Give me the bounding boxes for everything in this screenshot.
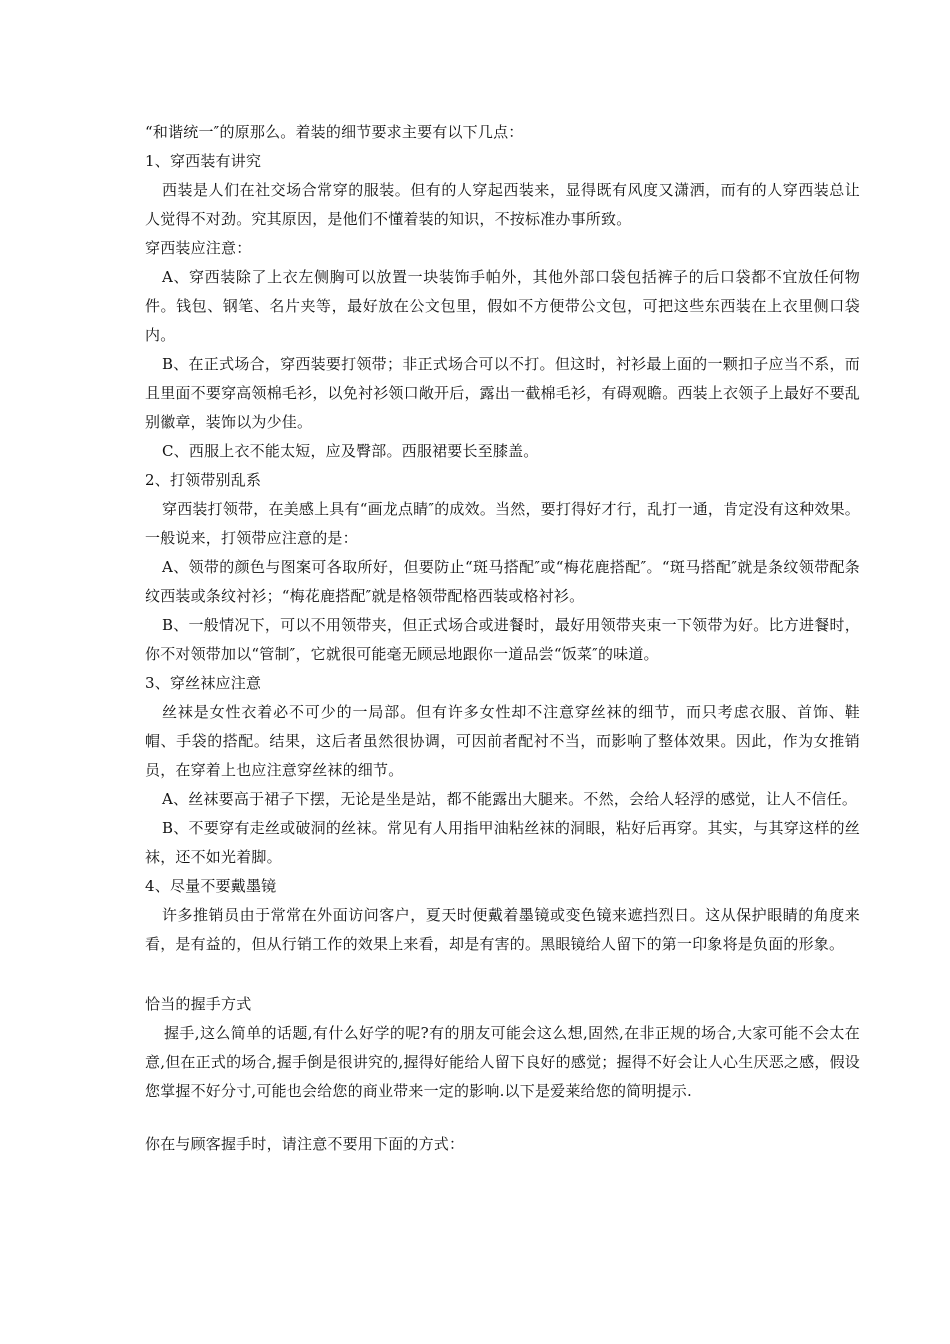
paragraph-suit-c: C、西服上衣不能太短，应及臀部。西服裙要长至膝盖。 — [162, 442, 539, 460]
paragraph-stockings-intro: 丝袜是女性衣着必不可少的一局部。但有许多女性却不注意穿丝袜的细节，而只考虑衣服、首饰、鞋帽、手袋的搭配。结果，这后者虽然很协调，可因前者配衬不当，而影响了整体效果。因此，作为女推销员，在穿着上也应注意穿丝袜的细节。 — [145, 703, 860, 779]
paragraph-tie-b: B、一般情况下，可以不用领带夹，但正式场合或进餐时，最好用领带夹束一下领带为好。比方进餐时，你不对领带加以“管制″，它就很可能毫无顾忌地跟你一道品尝“饭菜″的味道。 — [145, 616, 860, 663]
intro-sentence: “和谐统一″的原那么。着装的细节要求主要有以下几点： — [145, 123, 524, 141]
blank-line — [145, 1106, 860, 1130]
paragraph-suit-b: B、在正式场合，穿西装要打领带；非正式场合可以不打。但这时，衬衫最上面的一颗扣子应当不系，而且里面不要穿高领棉毛衫，以免衬衫领口敞开后，露出一截棉毛衫，有碍观瞻。西装上衣领子上最好不要乱别徽章，装饰以为少佳。 — [145, 355, 860, 431]
section-heading-suit: 1、穿西装有讲究 — [145, 152, 262, 170]
handshake-heading: 恰当的握手方式 — [145, 995, 252, 1013]
paragraph-sunglasses: 许多推销员由于常常在外面访问客户，夏天时便戴着墨镜或变色镜来遮挡烈日。这从保护眼睛的角度来看，是有益的，但从行销工作的效果上来看，却是有害的。黑眼镜给人留下的第一印象将是负面的形象。 — [145, 906, 860, 953]
handshake-note: 你在与顾客握手时，请注意不要用下面的方式： — [145, 1135, 465, 1153]
paragraph-stockings-b: B、不要穿有走丝或破洞的丝袜。常见有人用指甲油粘丝袜的洞眼，粘好后再穿。其实，与其穿这样的丝袜，还不如光着脚。 — [145, 819, 860, 866]
paragraph-suit-intro: 西装是人们在社交场合常穿的服装。但有的人穿起西装来，显得既有风度又潇洒，而有的人穿西装总让人觉得不对劲。究其原因，是他们不懂着装的知识，不按标准办事所致。 — [145, 181, 860, 228]
paragraph-tie-a: A、领带的颜色与图案可各取所好，但要防止“斑马搭配″或“梅花鹿搭配″。“斑马搭配″就是条纹领带配条纹西装或条纹衬衫；“梅花鹿搭配″就是格领带配格西装或格衬衫。 — [145, 558, 860, 605]
section-heading-sunglasses: 4、尽量不要戴墨镜 — [145, 877, 277, 895]
document-body — [145, 118, 860, 1159]
paragraph-suit-a: A、穿西装除了上衣左侧胸可以放置一块装饰手帕外，其他外部口袋包括裤子的后口袋都不宜放任何物件。钱包、钢笔、名片夹等，最好放在公文包里，假如不方便带公文包，可把这些东西装在上衣里侧口袋内。 — [145, 268, 860, 344]
section-heading-tie: 2、打领带别乱系 — [145, 471, 262, 489]
suit-notes-heading: 穿西装应注意： — [145, 239, 252, 257]
section-heading-stockings: 3、穿丝袜应注意 — [145, 674, 262, 692]
paragraph-tie-intro: 穿西装打领带，在美感上具有“画龙点睛″的成效。当然，要打得好才行，乱打一通，肯定没有这种效果。一般说来，打领带应注意的是： — [145, 500, 860, 547]
blank-line — [145, 959, 860, 990]
paragraph-stockings-a: A、丝袜要高于裙子下摆，无论是坐是站，都不能露出大腿来。不然，会给人轻浮的感觉，让人不信任。 — [162, 790, 858, 808]
paragraph-handshake: 握手,这么简单的话题,有什么好学的呢?有的朋友可能会这么想,固然,在非正规的场合,大家可能不会太在意,但在正式的场合,握手倒是很讲究的,握得好能给人留下良好的感觉；握得不好会让人心生厌恶之感，假设您掌握不好分寸,可能也会给您的商业带来一定的影响.以下是爱莱给您的简明提示. — [145, 1024, 860, 1100]
